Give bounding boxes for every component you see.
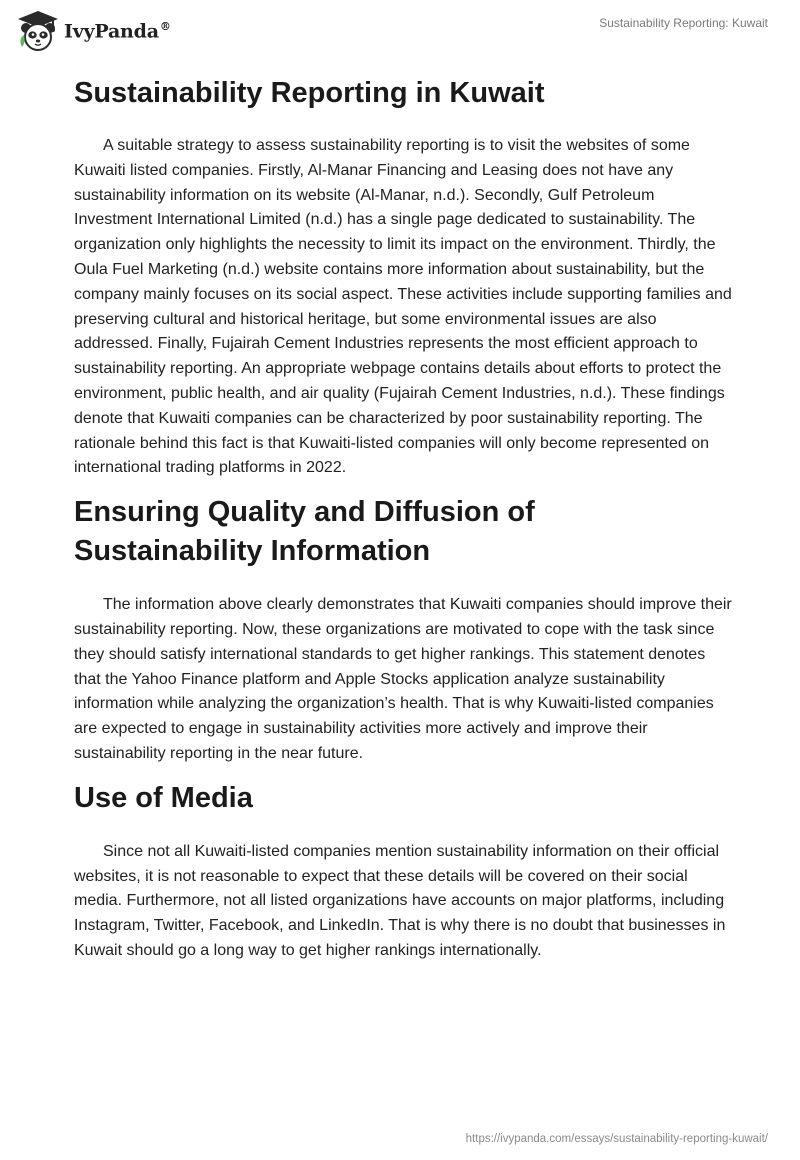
page-header xyxy=(0,0,800,60)
section-paragraph-sustainability-reporting: A suitable strategy to assess sustainability reporting is to visit the websites of some Kuwaiti listed companies. Firstly, Al-Manar Financing and Leasing does not have any sustainability information on its website (Al-Manar, n.d.). Secondly, Gulf Petroleum Investment International Limited (n.d.) has a single page dedicated to sustainability. The organization only highlights the necessity to limit its impact on the environment. Thirdly, the Oula Fuel Marketing (n.d.) website contains more information about sustainability, but the company mainly focuses on its social aspect. These activities include supporting families and preserving cultural and historical heritage, but some environmental issues are also addressed. Finally, Fujairah Cement Industries represents the most efficient approach to sustainability reporting. An appropriate webpage contains details about efforts to protect the environment, public health, and air quality (Fujairah Cement Industries, n.d.). These findings denote that Kuwaiti companies can be characterized by poor sustainability reporting. The rationale behind this fact is that Kuwaiti-listed companies will only become represented on international trading platforms in 2022. xyxy=(74,137,732,477)
ivypanda-logo[interactable] xyxy=(16,9,171,53)
running-title: Sustainability Reporting: Kuwait xyxy=(599,16,768,30)
footer-url[interactable]: https://ivypanda.com/essays/sustainability-reporting-kuwait/ xyxy=(465,1133,768,1145)
heading-line-1: Ensuring Quality and Diffusion of xyxy=(74,496,535,529)
panda-graduate-icon xyxy=(16,9,60,53)
section-heading-use-of-media: Use of Media xyxy=(74,781,253,814)
section-heading-sustainability-reporting: Sustainability Reporting in Kuwait xyxy=(74,77,545,109)
logo-text: IvyPanda® xyxy=(64,19,171,43)
section-paragraph-ensuring-quality: The information above clearly demonstrates that Kuwaiti companies should improve their sustainability reporting. Now, these organizations are motivated to cope with the task since they should satisfy international standards to get higher rankings. This statement denotes that the Yahoo Finance platform and Apple Stocks application analyze sustainability information while analyzing the organization’s health. That is why Kuwaiti-listed companies are expected to engage in sustainability activities more actively and improve their sustainability reporting in the near future. xyxy=(74,596,732,762)
section-paragraph-use-of-media: Since not all Kuwaiti-listed companies mention sustainability information on their official websites, it is not reasonable to expect that these details will be covered on their social media. Furthermore, not all listed organizations have accounts on major platforms, including Instagram, Twitter, Facebook, and LinkedIn. That is why there is no doubt that businesses in Kuwait should go a long way to get higher rankings internationally. xyxy=(74,842,726,959)
heading-line-2: Sustainability Information xyxy=(74,535,431,568)
essay-content xyxy=(74,72,734,964)
section-heading-ensuring-quality xyxy=(74,493,734,571)
